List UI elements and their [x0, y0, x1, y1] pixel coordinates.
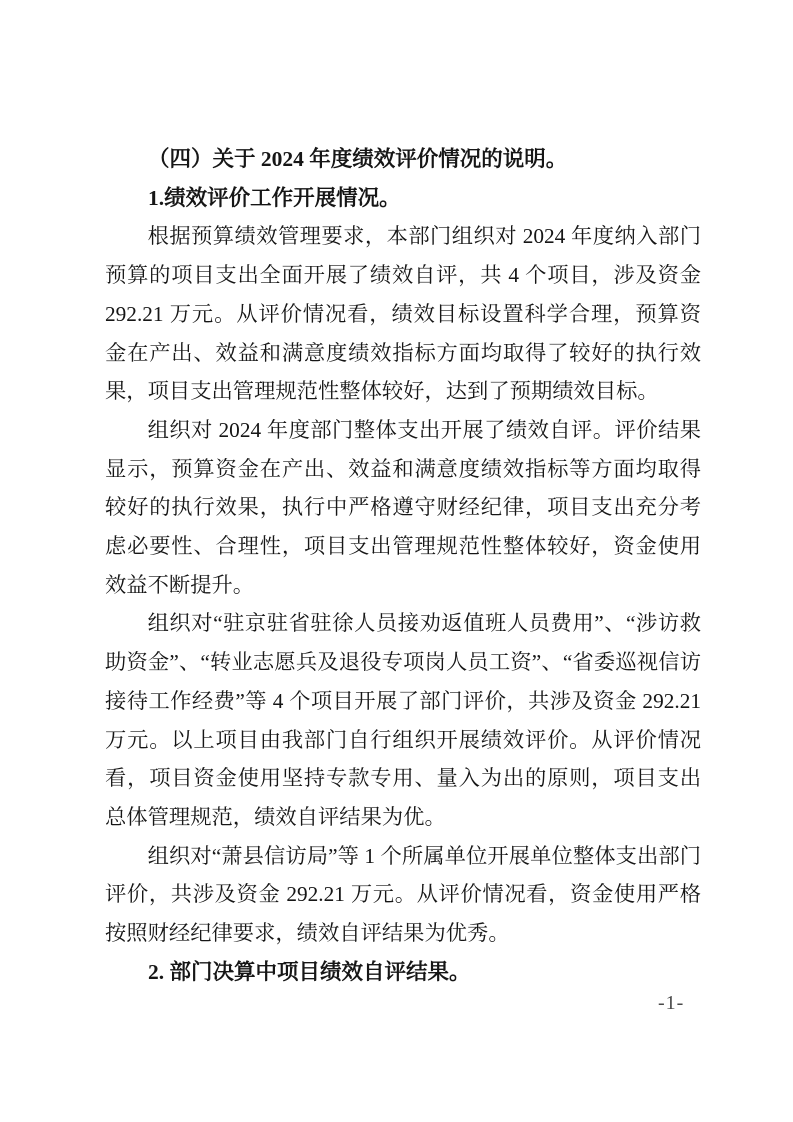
section-heading: （四）关于 2024 年度绩效评价情况的说明。: [148, 147, 568, 171]
paragraph-project-self-evaluation: 根据预算绩效管理要求，本部门组织对 2024 年度纳入部门预算的项目支出全面开展了绩效自评，共 4 个项目，涉及资金 292.21 万元。从评价情况看，绩效目标设置科学合理，预算资金在产出、效益和满意度绩效指标方面均取得了较好的执行效果，项目支出管理规范性整体较好，达到了预期绩效目标。: [105, 224, 701, 404]
paragraph-department-project-evaluation: 组织对“驻京驻省驻徐人员接劝返值班人员费用”、“涉访救助资金”、“转业志愿兵及退役专项岗人员工资”、“省委巡视信访接待工作经费”等 4 个项目开展了部门评价，共涉及资金 292.21 万元。以上项目由我部门自行组织开展绩效评价。从评价情况看，项目资金使用坚持专款专用、量入为出的原则，项目支出总体管理规范，绩效自评结果为优。: [105, 611, 701, 829]
paragraph-subordinate-unit-evaluation: 组织对“萧县信访局”等 1 个所属单位开展单位整体支出部门评价，共涉及资金 292.21 万元。从评价情况看，资金使用严格按照财经纪律要求，绩效自评结果为优秀。: [105, 843, 701, 946]
subheading-final-accounts-results: 2. 部门决算中项目绩效自评结果。: [148, 959, 471, 984]
subheading-performance-evaluation-work: 1.绩效评价工作开展情况。: [148, 185, 401, 210]
paragraph-department-overall-evaluation: 组织对 2024 年度部门整体支出开展了绩效自评。评价结果显示，预算资金在产出、效益和满意度绩效指标等方面均取得较好的执行效果，执行中严格遵守财经纪律，项目支出充分考虑必要性、合理性，项目支出管理规范性整体较好，资金使用效益不断提升。: [105, 417, 701, 597]
document-content: [105, 140, 701, 991]
page-number: -1-: [658, 992, 685, 1014]
